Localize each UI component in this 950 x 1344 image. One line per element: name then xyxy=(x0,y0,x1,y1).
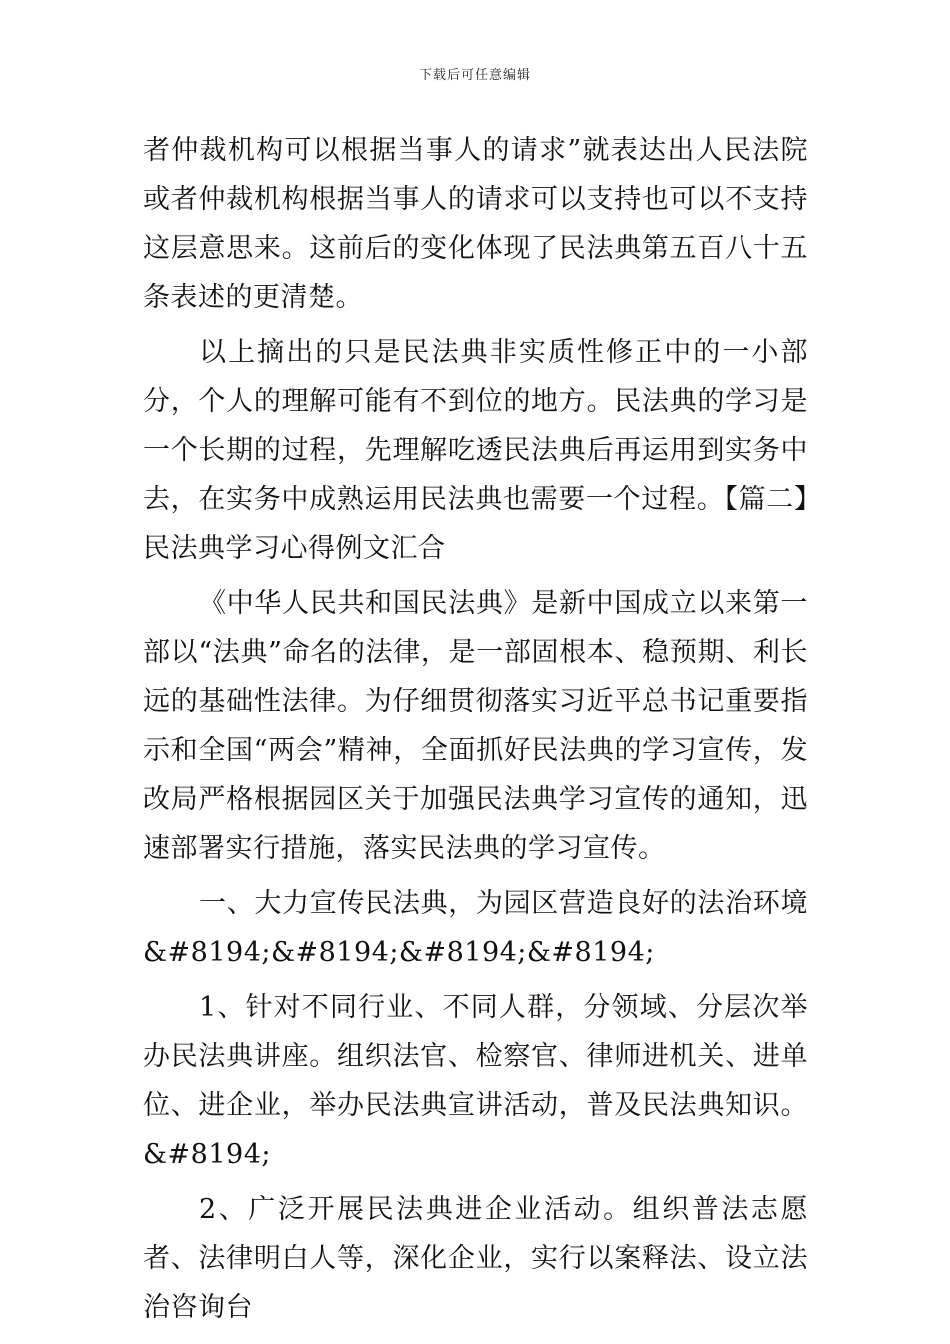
paragraph-3: 《中华人民共和国民法典》是新中国成立以来第一部以“法典”命名的法律，是一部固根本、稳预期、利长远的基础性法律。为仔细贯彻落实习近平总书记重要指示和全国“两会”精神，全面抓好民法典的学习宣传，发改局严格根据园区关于加强民法典学习宣传的通知，迅速部署实行措施，落实民法典的学习宣传。 xyxy=(143,588,808,864)
paragraph-item-1: 1、针对不同行业、不同人群，分领域、分层次举办民法典讲座。组织法官、检察官、律师进机关、进单位、进企业，举办民法典宣讲活动，普及民法典知识。&#8194; xyxy=(143,992,808,1170)
paragraph-1: 者仲裁机构可以根据当事人的请求”就表达出人民法院或者仲裁机构根据当事人的请求可以支持也可以不支持这层意思来。这前后的变化体现了民法典第五百八十五条表述的更清楚。 xyxy=(143,135,808,313)
paragraph-item-2: 2、广泛开展民法典进企业活动。组织普法志愿者、法律明白人等，深化企业，实行以案释法、设立法治咨询台 xyxy=(143,1194,808,1323)
paragraph-2: 以上摘出的只是民法典非实质性修正中的一小部分，个人的理解可能有不到位的地方。民法典的学习是一个长期的过程，先理解吃透民法典后再运用到实务中去，在实务中成熟运用民法典也需要一个过程。【篇二】民法典学习心得例文汇合 xyxy=(143,337,808,564)
page-header: 下载后可任意编辑 xyxy=(418,68,531,83)
document-body xyxy=(143,126,808,1338)
section-heading-1: 一、大力宣传民法典，为园区营造良好的法治环境&#8194;&#8194;&#8194;&#8194; xyxy=(143,888,808,968)
